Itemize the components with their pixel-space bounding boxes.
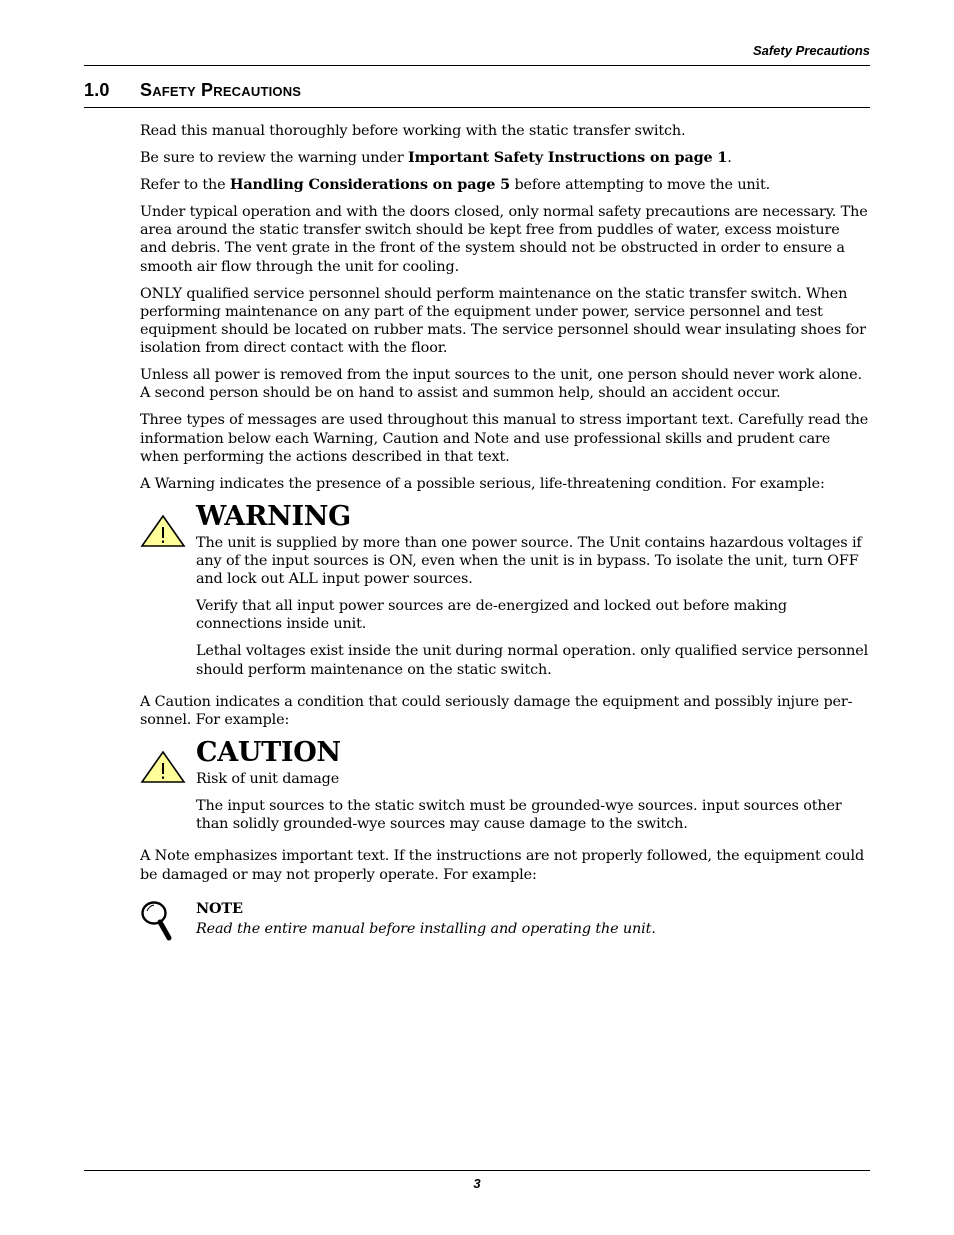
paragraph: Three types of messages are used throughout this manual to stress important text. Carefully read the information below each Warning, Caution and Note and use professional skills and prudent care when performing the actions described in that text.	[140, 412, 869, 465]
text-run: .	[727, 150, 732, 166]
running-header: Safety Precautions	[752, 43, 870, 58]
warning-text: The unit is supplied by more than one power source. The Unit contains hazardous voltages if any of the input sources is ON, even when the unit is in bypass. To isolate the unit, turn OFF and lock out ALL input power sources.	[196, 534, 862, 588]
page-number: 3	[473, 1176, 481, 1191]
caution-title: CAUTION	[196, 737, 341, 769]
note-block	[140, 900, 870, 938]
header-rule	[84, 65, 870, 66]
caution-text: Risk of unit damage	[196, 771, 340, 788]
paragraph	[140, 176, 870, 194]
paragraph: Under typical operation and with the doors closed, only normal safety precautions are necessary. The area around the static transfer switch should be kept free from puddles of water, excess moisture and debris. The vent grate in the front of the system should not be obstructed in order to ensure a smooth air flow through the unit for cooling.	[140, 204, 868, 275]
paragraph: A Caution indicates a condition that could seriously damage the equipment and possibly injure personnel. For example:	[140, 693, 853, 729]
warning-title: WARNING	[196, 500, 351, 532]
footer-rule	[84, 1170, 870, 1171]
section-heading	[84, 80, 870, 101]
magnifying-glass-icon	[140, 900, 174, 944]
text-run: Refer to the	[140, 177, 230, 193]
paragraph: Unless all power is removed from the input sources to the unit, one person should never work alone. A second person should be on hand to assist and summon help, should an accident occur.	[140, 367, 862, 402]
warning-text: Lethal voltages exist inside the unit during normal operation. only qualified service personnel should perform maintenance on the static switch.	[196, 643, 869, 678]
caution-block	[140, 738, 870, 833]
warning-triangle-icon	[140, 750, 186, 784]
paragraph: A Note emphasizes important text. If the instructions are not properly followed, the equipment could be damaged or may not properly operate. For example:	[140, 848, 865, 883]
note-title: NOTE	[196, 899, 243, 917]
text-run: before attempting to move the unit.	[510, 177, 771, 193]
caution-text: The input sources to the static switch must be grounded-wye sources. input sources other than solidly grounded-wye sources may cause damage to the switch.	[196, 798, 842, 833]
body-content	[140, 122, 870, 938]
cross-reference: Handling Considerations on page 5	[229, 176, 511, 193]
heading-rule	[84, 107, 870, 108]
warning-triangle-icon	[140, 514, 186, 548]
warning-block	[140, 502, 870, 679]
section-number: 1.0	[84, 80, 110, 100]
section-title: Safety Precautions	[140, 80, 302, 100]
cross-reference: Important Safety Instructions on page 1	[408, 149, 728, 166]
warning-text: Verify that all input power sources are de-energized and locked out before making connections inside unit.	[196, 598, 787, 633]
note-text: Read the entire manual before installing and operating the unit.	[196, 921, 656, 938]
text-run: Be sure to review the warning under	[140, 150, 409, 166]
paragraph: Read this manual thoroughly before working with the static transfer switch.	[140, 123, 686, 139]
paragraph: ONLY qualified service personnel should perform maintenance on the static transfer switch. When performing maintenance on any part of the equipment under power, service personnel and test equipment should be located on rubber mats. The service personnel should wear insulating shoes for isolation from direct contact with the floor.	[140, 285, 866, 357]
paragraph: A Warning indicates the presence of a possible serious, life-threatening condition. For example:	[140, 475, 825, 492]
paragraph	[140, 149, 870, 167]
